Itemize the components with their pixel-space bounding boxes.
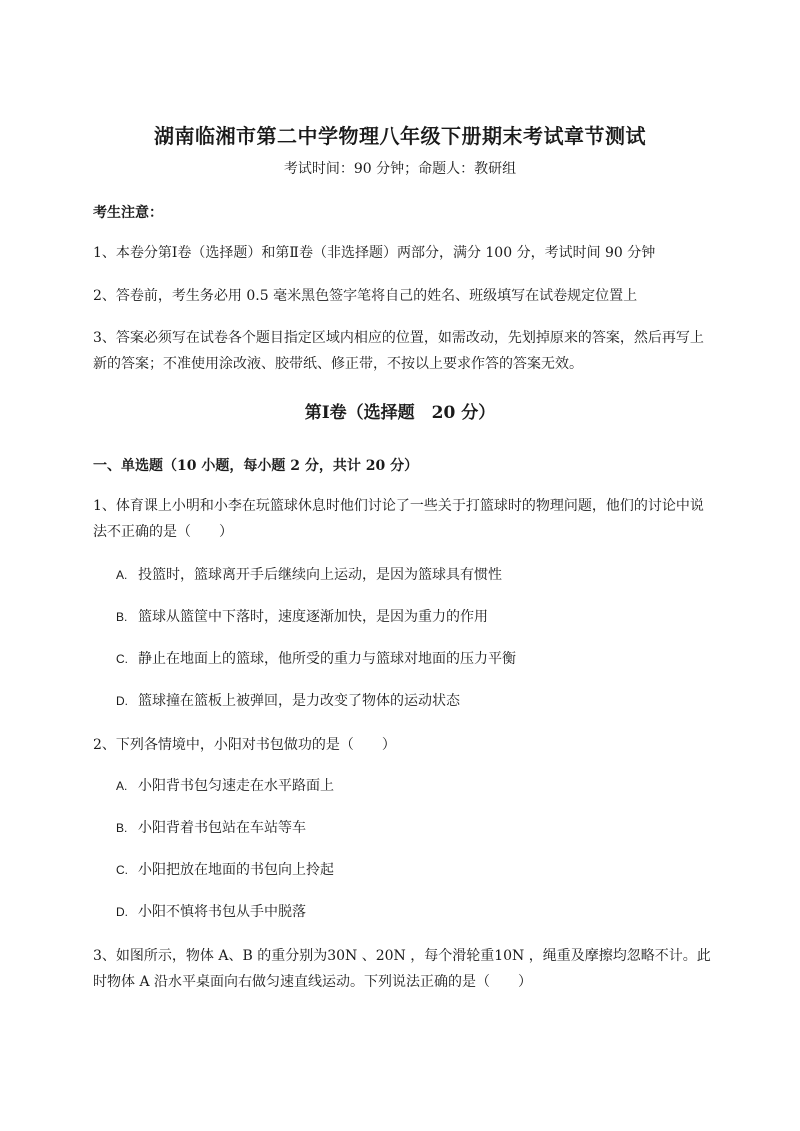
question-2-option-a[interactable] [116,776,334,796]
question-2-option-d[interactable] [116,902,306,922]
option-text: 篮球从篮筐中下落时，速度逐渐加快，是因为重力的作用 [138,609,488,625]
question-2-option-c[interactable] [116,860,334,880]
section-title: 第Ⅰ卷（选择题 20 分） [304,403,496,423]
notice-heading: 考生注意： [93,205,163,221]
option-text: 小阳把放在地面的书包向上拎起 [138,862,334,878]
notice-item-3: 3、答案必须写在试卷各个题目指定区域内相应的位置，如需改动，先划掉原来的答案，然后再写上新的答案；不准使用涂改液、胶带纸、修正带，不按以上要求作答的答案无效。 [93,330,704,372]
option-letter: A. [116,568,128,582]
exam-title: 湖南临湘市第二中学物理八年级下册期末考试章节测试 [154,124,646,148]
option-letter: B. [116,610,128,624]
question-1-option-c[interactable] [116,649,516,669]
option-letter: A. [116,779,128,793]
option-letter: B. [116,821,128,835]
question-2-stem: 2、下列各情境中，小阳对书包做功的是（ ） [93,737,396,753]
exam-subtitle: 考试时间：90 分钟；命题人：教研组 [283,161,517,177]
question-2-option-b[interactable] [116,818,306,838]
option-text: 篮球撞在篮板上被弹回，是力改变了物体的运动状态 [138,693,460,709]
question-1-stem: 1、体育课上小明和小李在玩篮球休息时他们讨论了一些关于打篮球时的物理问题，他们的讨论中说法不正确的是（ ） [93,498,704,540]
question-3-stem: 3、如图所示，物体 A、B 的重分别为30N 、20N ，每个滑轮重10N ，绳重及摩擦均忽略不计。此时物体 A 沿水平桌面向右做匀速直线运动。下列说法正确的是（ ） [93,948,711,990]
option-letter: C. [116,863,128,877]
option-text: 小阳背书包匀速走在水平路面上 [138,778,334,794]
question-1-option-a[interactable] [116,565,502,585]
option-letter: D. [116,694,128,708]
option-text: 小阳背着书包站在车站等车 [138,820,306,836]
option-letter: D. [116,905,128,919]
option-letter: C. [116,652,128,666]
option-text: 小阳不慎将书包从手中脱落 [138,904,306,920]
part-heading: 一、单选题（10 小题，每小题 2 分，共计 20 分） [93,458,419,474]
option-text: 静止在地面上的篮球，他所受的重力与篮球对地面的压力平衡 [138,651,516,667]
question-1-option-b[interactable] [116,607,488,627]
option-text: 投篮时，篮球离开手后继续向上运动，是因为篮球具有惯性 [138,567,502,583]
notice-item-1: 1、本卷分第Ⅰ卷（选择题）和第Ⅱ卷（非选择题）两部分，满分 100 分，考试时间 90 分钟 [93,245,656,261]
question-1-option-d[interactable] [116,691,460,711]
notice-item-2: 2、答卷前，考生务必用 0.5 毫米黑色签字笔将自己的姓名、班级填写在试卷规定位置上 [93,288,638,304]
